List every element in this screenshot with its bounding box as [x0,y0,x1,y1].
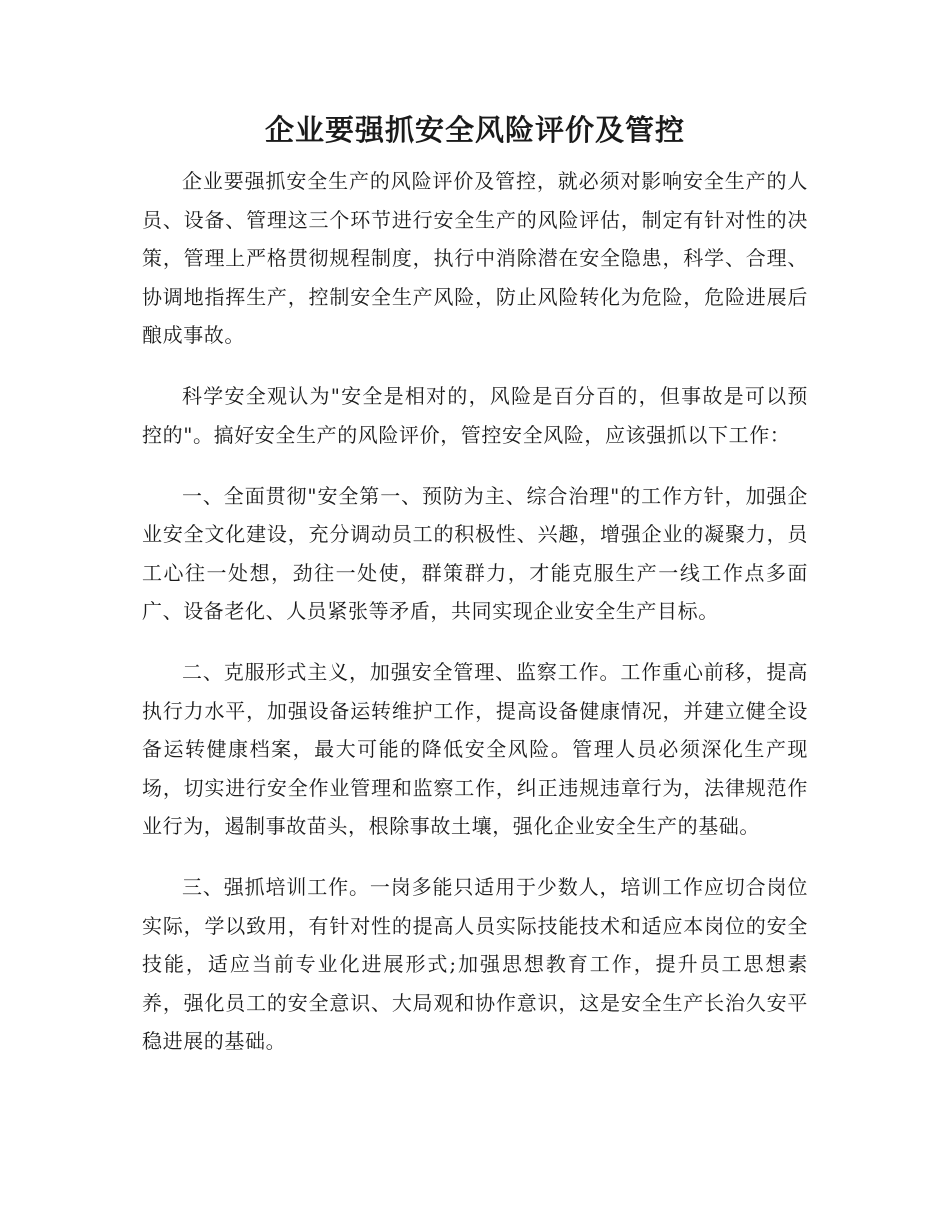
paragraph-point-three: 三、强抓培训工作。一岗多能只适用于少数人，培训工作应切合岗位实际，学以致用，有针对性的提高人员实际技能技术和适应本岗位的安全技能，适应当前专业化进展形式;加强思想教育工作，提升员工思想素养，强化员工的安全意识、大局观和协作意识，这是安全生产长治久安平稳进展的基础。 [142,875,808,1053]
paragraph-point-two: 二、克服形式主义，加强安全管理、监察工作。工作重心前移，提高执行力水平，加强设备运转维护工作，提高设备健康情况，并建立健全设备运转健康档案，最大可能的降低安全风险。管理人员必须深化生产现场，切实进行安全作业管理和监察工作，纠正违规违章行为，法律规范作业行为，遏制事故苗头，根除事故土壤，强化企业安全生产的基础。 [142,660,808,838]
paragraph-point-one: 一、全面贯彻"安全第一、预防为主、综合治理"的工作方针，加强企业安全文化建设，充分调动员工的积极性、兴趣，增强企业的凝聚力，员工心往一处想，劲往一处使，群策群力，才能克服生产一线工作点多面广、设备老化、人员紧张等矛盾，共同实现企业安全生产目标。 [142,483,808,623]
paragraph-intro: 企业要强抓安全生产的风险评价及管控，就必须对影响安全生产的人员、设备、管理这三个环节进行安全生产的风险评估，制定有针对性的决策，管理上严格贯彻规程制度，执行中消除潜在安全隐患，科学、合理、协调地指挥生产，控制安全生产风险，防止风险转化为危险，危险进展后酿成事故。 [142,169,808,347]
document-title: 企业要强抓安全风险评价及管控 [264,113,685,147]
paragraph-safety-view: 科学安全观认为"安全是相对的，风险是百分百的，但事故是可以预控的"。搞好安全生产的风险评价，管控安全风险，应该强抓以下工作： [142,384,808,447]
document-body [142,162,808,1083]
